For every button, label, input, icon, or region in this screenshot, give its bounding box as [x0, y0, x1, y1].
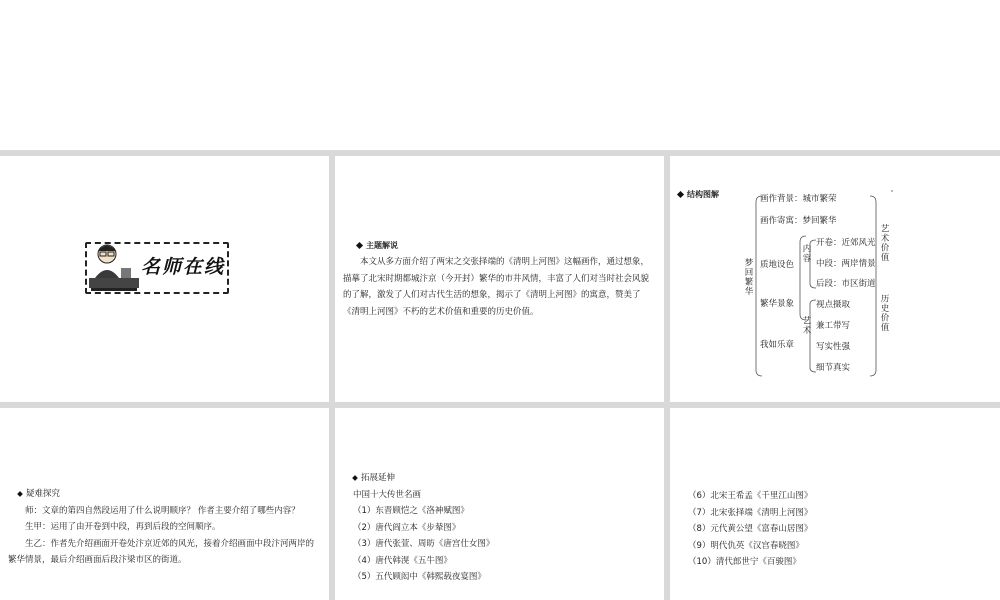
value-art: 艺术价值: [879, 224, 889, 262]
art-item-4: 细节真实: [816, 363, 851, 373]
slide-4[interactable]: [0, 408, 329, 600]
art-item-1: 视点摄取: [816, 300, 851, 310]
extension-block: [353, 470, 653, 586]
theme-paragraph: 本文从多方面介绍了两宋之交张择端的《清明上河图》这幅画作，通过想象，描摹了北宋时期都城汴京（今开封）繁华的市井风情，丰富了人们对当时社会风貌的了解，激发了人们对古代生活的想象，揭示了《清明上河图》的寓意，赞美了《清明上河图》不朽的艺术价值和重要的历史价值。: [343, 257, 650, 317]
dialogue-line: 生甲：运用了由开卷到中段，再到后段的空间顺序。: [25, 522, 221, 532]
list-item: （4）唐代韩滉《五牛图》: [353, 555, 452, 566]
diamond-bullet-icon: [352, 475, 358, 481]
slide-1[interactable]: [0, 156, 329, 402]
list-item: （9）明代仇英《汉宫春晓图》: [688, 540, 804, 551]
branch-meaning: 画作寄寓：梦回繁华: [760, 216, 837, 226]
root-label: 梦回繁华: [743, 258, 753, 296]
slide-6[interactable]: [670, 408, 1000, 600]
slide-3[interactable]: [670, 156, 1000, 402]
content-item-3: 后段：市区街道: [816, 279, 876, 289]
diamond-bullet-icon: [17, 491, 23, 497]
paintings-list: [688, 488, 988, 571]
art-item-2: 兼工带写: [816, 321, 851, 331]
heading-text: 疑难探究: [26, 489, 61, 499]
top-blank-area: [0, 0, 1000, 150]
heading-text: 主题解说: [366, 241, 398, 250]
slide-2[interactable]: [335, 156, 664, 402]
list-item: （1）东晋顾恺之《洛神赋图》: [353, 506, 469, 516]
section-heading: [8, 486, 320, 503]
list-item: （5）五代顾闳中《韩熙载夜宴图》: [353, 572, 486, 582]
branch-background: 画作背景：城市繁荣: [760, 194, 837, 204]
list-item: （10）清代郎世宁《百骏图》: [688, 557, 801, 567]
art-item-3: 写实性强: [816, 342, 851, 352]
list-item: （8）元代黄公望《富春山居图》: [688, 524, 813, 534]
section-heading: [353, 470, 653, 487]
banner-title: 名师在线: [141, 256, 226, 278]
teacher-online-banner: [85, 238, 227, 294]
branch-scene: 繁华景象: [760, 299, 795, 309]
value-history: 历史价值: [879, 294, 889, 332]
list-item: （7）北宋张择端《清明上河图》: [688, 507, 813, 518]
teacher-icon: [87, 238, 143, 294]
list-item: （6）北宋王希孟《千里江山图》: [688, 491, 813, 501]
branch-material: 质地设色: [760, 260, 795, 270]
heading-text: 拓展延伸: [361, 473, 396, 483]
slide-5[interactable]: [335, 408, 664, 600]
branch-music: 我如乐章: [760, 340, 795, 350]
dialogue-line: 师：文章的第四自然段运用了什么说明顺序？ 作者主要介绍了哪些内容？: [25, 505, 300, 516]
list-subtitle: 中国十大传世名画: [353, 489, 422, 500]
list-item: （2）唐代阎立本《步辇图》: [353, 522, 461, 533]
inquiry-block: [8, 486, 320, 569]
content-item-1: 开卷：近郊风光: [816, 238, 876, 248]
diamond-bullet-icon: [356, 242, 363, 249]
art-label: 艺术: [801, 316, 811, 335]
slide-grid: [0, 150, 1000, 600]
list-item: （3）唐代张萱、周昉《唐宫仕女图》: [353, 539, 495, 549]
section-heading: [357, 240, 398, 251]
content-item-2: 中段：两岸情景: [816, 259, 876, 269]
heading-text: 结构图解: [687, 190, 719, 199]
content-label: 内容: [801, 244, 811, 263]
dialogue-line: 生乙：作者先介绍画面开卷处汴京近郊的风光，接着介绍画面中段汴河两岸的繁华情景，最后介绍画面后段汴梁市区的街道。: [8, 538, 315, 565]
